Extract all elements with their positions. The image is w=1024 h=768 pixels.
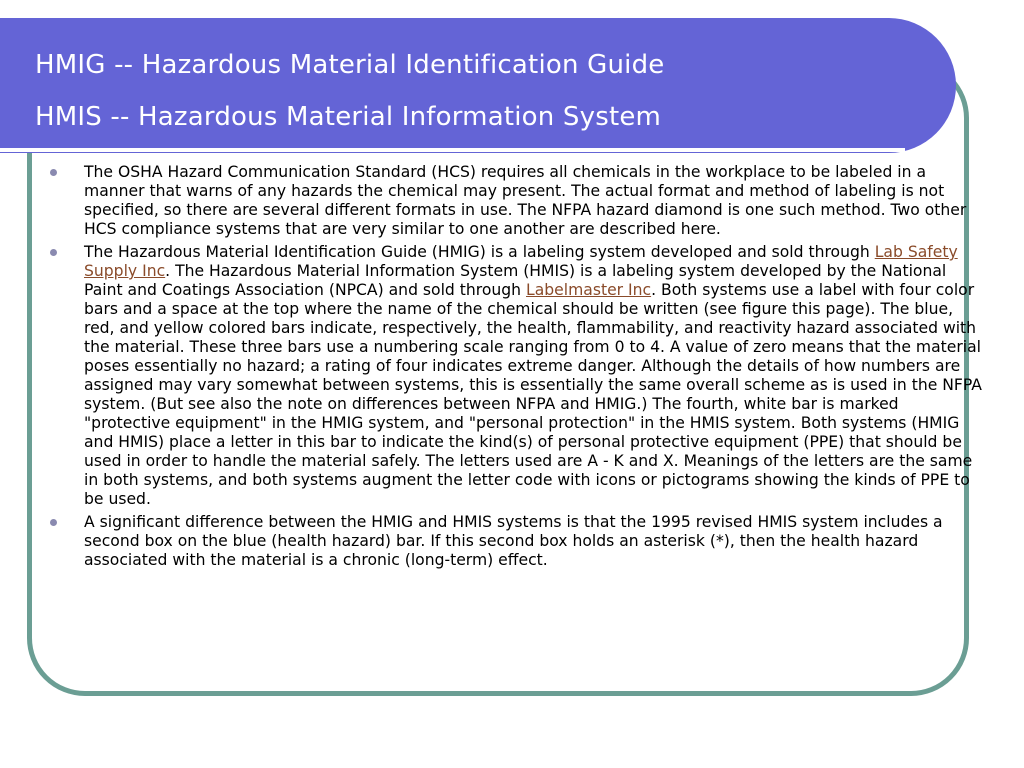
bullet-2-text-part3: . Both systems use a label with four color bars and a space at the top where the name of the chemical should be written (see figure this page). The blue, red, and yellow colored bars indicate, respectively, the health, flammability, and reactivity hazard associated with the material. These three bars use a numbering scale ranging from 0 to 4. A value of zero means that the material poses essentially no hazard; a rating of four indicates extreme danger. Although the details of how numbers are assigned may vary somewhat between systems, this is essentially the same overall scheme as is used in the NFPA system. (But see also the note on differences between NFPA and HMIG.) The fourth, white bar is marked "protective equipment" in the HMIG system, and "personal protection" in the HMIS system. Both systems (HMIG and HMIS) place a letter in this bar to indicate the kind(s) of personal protective equipment (PPE) that should be used in order to handle the material safely. The letters used are A - K and X. Meanings of the letters are the same in both systems, and both systems augment the letter code with icons or pictograms showing the kinds of PPE to be used.	[84, 281, 982, 508]
bullet-3-text: A significant difference between the HMIG and HMIS systems is that the 1995 revised HMIS system includes a second box on the blue (health hazard) bar. If this second box holds an asterisk (*), then the health hazard associated with the material is a chronic (long-term) effect.	[84, 513, 943, 569]
bullet-list	[50, 163, 988, 574]
bullet-item-3	[50, 513, 988, 570]
bullet-item-1	[50, 163, 988, 239]
title-underline	[0, 148, 905, 152]
bullet-2-text-part1: The Hazardous Material Identification Guide (HMIG) is a labeling system developed and sold through	[84, 243, 875, 261]
title-line-1: HMIG -- Hazardous Material Identification Guide	[35, 50, 665, 80]
bullet-item-2	[50, 243, 988, 509]
bullet-dot-icon	[50, 169, 57, 176]
title-line-2: HMIS -- Hazardous Material Information System	[35, 102, 662, 132]
labelmaster-link[interactable]: Labelmaster Inc	[526, 281, 652, 299]
lab-safety-supply-link[interactable]: Lab Safety Supply Inc	[84, 243, 958, 280]
bullet-dot-icon	[50, 519, 57, 526]
title-band	[0, 18, 956, 153]
bullet-1-text: The OSHA Hazard Communication Standard (HCS) requires all chemicals in the workplace to be labeled in a manner that warns of any hazards the chemical may present. The actual format and method of labeling is not specified, so there are several different formats in use. The NFPA hazard diamond is one such method. Two other HCS compliance systems that are very similar to one another are described here.	[84, 163, 967, 238]
bullet-2-text-part2: . The Hazardous Material Information System (HMIS) is a labeling system developed by the National Paint and Coatings Association (NPCA) and sold through	[84, 262, 947, 299]
bullet-dot-icon	[50, 249, 57, 256]
